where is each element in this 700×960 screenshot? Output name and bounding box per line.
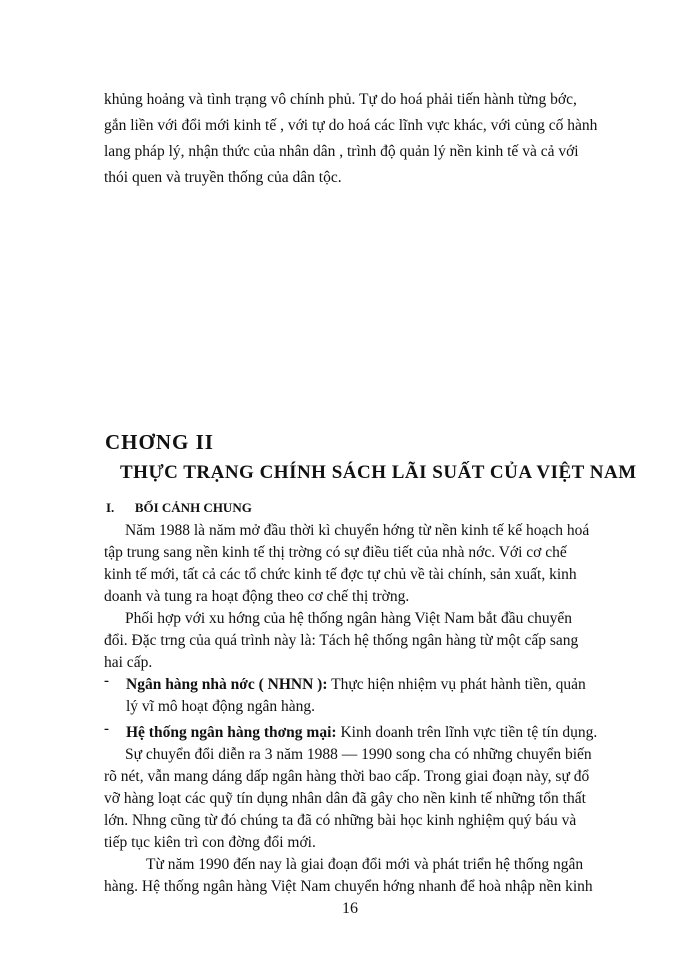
para2-line-1: Phối hợp với xu hớng của hệ thống ngân hàng Việt Nam bắt đầu chuyển	[125, 610, 572, 627]
intro-line-2: gắn liền với đổi mới kinh tế , với tự do hoá các lĩnh vực khác, với củng cố hành	[104, 117, 598, 134]
section-heading	[106, 500, 252, 516]
bullet-1-text: Thực hiện nhiệm vụ phát hành tiền, quản	[327, 676, 586, 693]
para1-line-3: kinh tế mới, tất cả các tổ chức kinh tế đợc tự chủ về tài chính, sản xuất, kinh	[104, 566, 577, 583]
chapter-label: CHƠNG II	[105, 430, 214, 454]
para2-line-3: hai cấp.	[104, 654, 153, 671]
para3-line-5: tiếp tục kiên trì con đờng đổi mới.	[104, 834, 316, 851]
bullet-2-line-1	[126, 723, 597, 743]
bullet-1-line-2: lý vĩ mô hoạt động ngân hàng.	[126, 698, 315, 715]
para2-line-2: đổi. Đặc trng của quá trình này là: Tách hệ thống ngân hàng từ một cấp sang	[104, 632, 579, 649]
intro-line-4: thói quen và truyền thống của dân tộc.	[104, 169, 342, 186]
para3-line-4: lớn. Nhng cũng từ đó chúng ta đã có những bài học kinh nghiệm quý báu và	[104, 812, 577, 829]
page-number: 16	[342, 900, 358, 917]
bullet-1-marker: -	[104, 673, 109, 689]
para3-line-2: rõ nét, vẫn mang dáng dấp ngân hàng thời bao cấp. Trong giai đoạn này, sự đổ	[104, 768, 590, 785]
para4-line-2: hàng. Hệ thống ngân hàng Việt Nam chuyển hớng nhanh để hoà nhập nền kinh	[104, 878, 593, 895]
bullet-2-term: Hệ thống ngân hàng thơng mại:	[126, 724, 337, 741]
para1-line-1: Năm 1988 là năm mở đầu thời kì chuyển hớng từ nền kinh tế kế hoạch hoá	[125, 522, 590, 539]
bullet-2-marker: -	[104, 721, 109, 737]
para1-line-4: doanh và tung ra hoạt động theo cơ chế thị trờng.	[104, 588, 410, 605]
bullet-1-line-1	[126, 675, 586, 695]
para1-line-2: tập trung sang nền kinh tế thị trờng có sự điều tiết của nhà nớc. Với cơ chế	[104, 544, 567, 561]
intro-line-3: lang pháp lý, nhận thức của nhân dân , trình độ quản lý nền kinh tế và cả với	[104, 143, 579, 160]
bullet-2-text: Kinh doanh trên lĩnh vực tiền tệ tín dụng.	[336, 724, 598, 741]
chapter-title: THỰC TRẠNG CHÍNH SÁCH LÃI SUẤT CỦA VIỆT NAM	[120, 462, 637, 483]
section-title: BỐI CẢNH CHUNG	[134, 500, 252, 515]
section-number: I.	[106, 500, 115, 515]
para4-line-1: Từ năm 1990 đến nay là giai đoạn đổi mới và phát triển hệ thống ngân	[146, 856, 584, 873]
bullet-1-term: Ngân hàng nhà nớc ( NHNN ):	[126, 676, 328, 693]
para3-line-1: Sự chuyển đổi diễn ra 3 năm 1988 — 1990 song cha có những chuyển biến	[125, 746, 592, 763]
intro-line-1: khủng hoảng và tình trạng vô chính phủ. Tự do hoá phải tiến hành từng bớc,	[104, 91, 577, 108]
para3-line-3: vỡ hàng loạt các quỹ tín dụng nhân dân đã gây cho nền kinh tế những tổn thất	[104, 790, 586, 807]
